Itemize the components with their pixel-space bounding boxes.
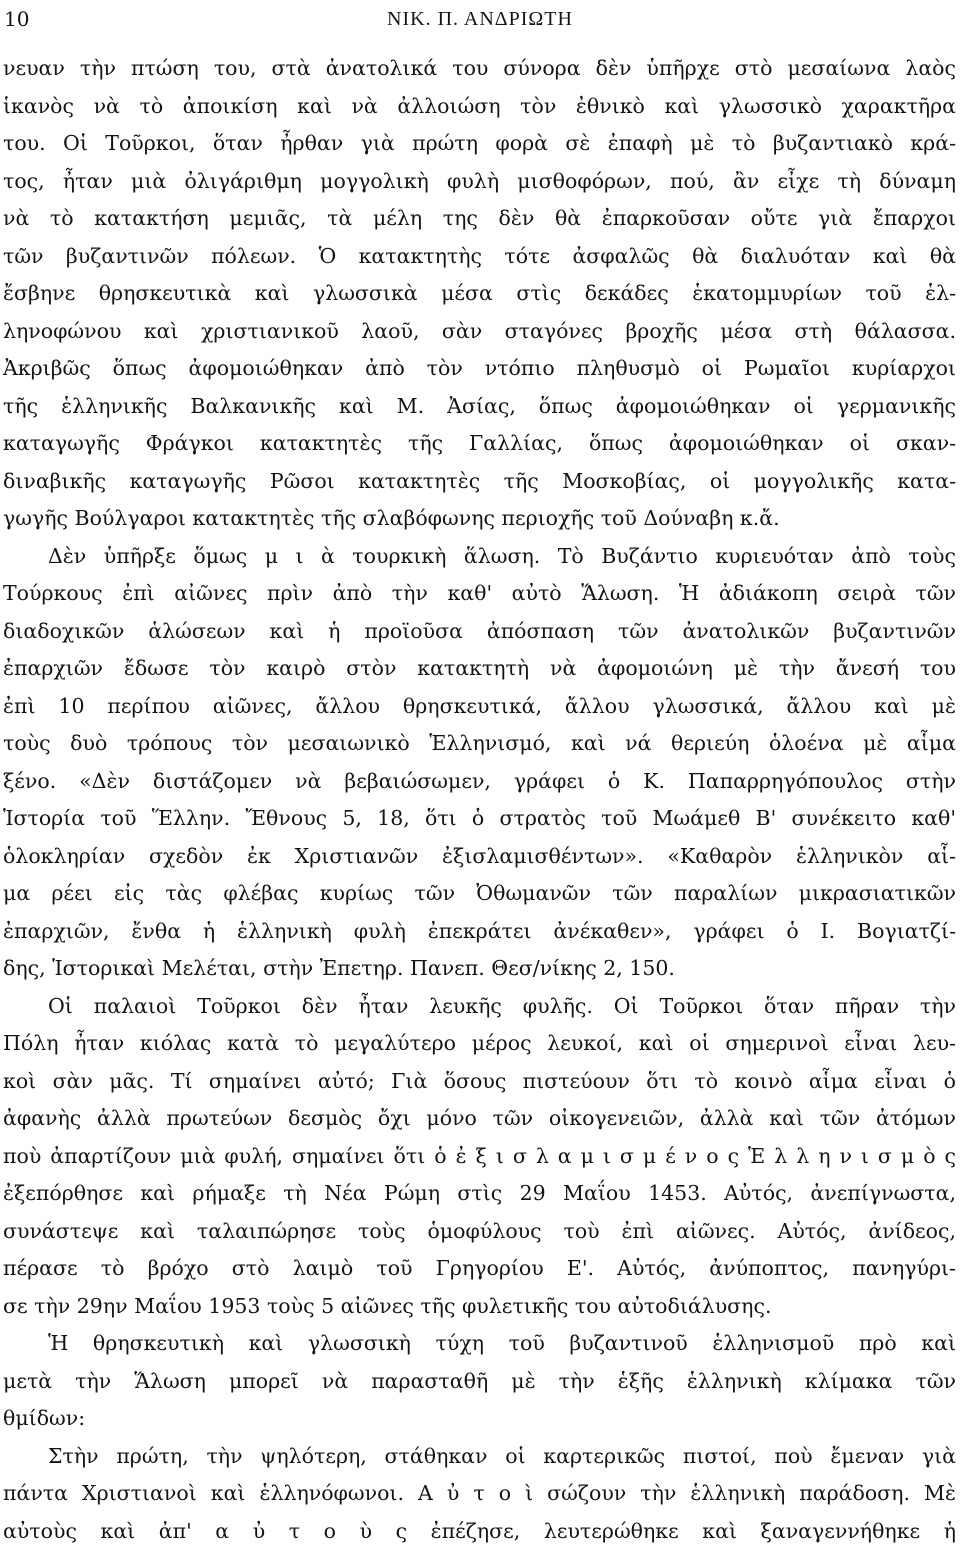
text-line: πέρασε τὸ βρόχο στὸ λαιμὸ τοῦ Γρηγορίου Ε'. Αὐτός, ἀνύποπτος, πανηγύρι- <box>0 1250 960 1288</box>
text-line: συνάστεψε καὶ ταλαιπώρησε τοὺς ὁμοφύλους τοὺ ἐπὶ αἰῶνες. Αὐτός, ἀνίδεος, <box>0 1213 960 1251</box>
text-line: νευαν τὴν πτώση του, στὰ ἀνατολικά του σύνορα δὲν ὑπῆρχε στὸ μεσαίωνα λαὸς <box>0 50 960 88</box>
text-line: διναβικῆς καταγωγῆς Ρῶσοι κατακτητὲς τῆς Μοσκοβίας, οἱ μογγολικῆς κατα- <box>0 463 960 501</box>
text-line: ἐξεπόρθησε καὶ ρήμαξε τὴ Νέα Ρώμη στὶς 29 Μαΐου 1453. Αὐτός, ἀνεπίγνωστα, <box>0 1175 960 1213</box>
text-line: Τούρκους ἐπὶ αἰῶνες πρὶν ἀπὸ τὴν καθ' αὐτὸ Ἅλωση. Ἡ ἀδιάκοπη σειρὰ τῶν <box>0 575 960 613</box>
text-line: ἐπαρχιῶν ἔδωσε τὸν καιρὸ στὸν κατακτητὴ νὰ ἀφομοιώνη μὲ τὴν ἄνεσή του <box>0 650 960 688</box>
text-line: μετὰ τὴν Ἅλωση μπορεῖ νὰ παρασταθῆ μὲ τὴν ἑξῆς ἑλληνικὴ κλίμακα τῶν <box>0 1363 960 1401</box>
text-line: νὰ τὸ κατακτήση μεμιᾶς, τὰ μέλη της δὲν θὰ ἐπαρκοῦσαν οὔτε γιὰ ἔπαρχοι <box>0 200 960 238</box>
text-line: ἱκανὸς νὰ τὸ ἀποικίση καὶ νὰ ἀλλοιώση τὸν ἐθνικὸ καὶ γλωσσικὸ χαρακτῆρα <box>0 88 960 126</box>
text-line: ἐπαρχιῶν, ἔνθα ἡ ἑλληνικὴ φυλὴ ἐπεκράτει ἀνέκαθεν», γράφει ὁ Ι. Βογιατζί- <box>0 913 960 951</box>
running-head <box>0 4 960 34</box>
text-line: του. Οἱ Τοῦρκοι, ὅταν ἦρθαν γιὰ πρώτη φορὰ σὲ ἐπαφὴ μὲ τὸ βυζαντιακὸ κρά- <box>0 125 960 163</box>
text-line: ξένο. «Δὲν διστάζομεν νὰ βεβαιώσωμεν, γράφει ὁ Κ. Παπαρρηγόπουλος στὴν <box>0 763 960 801</box>
text-line: τῶν βυζαντινῶν πόλεων. Ὁ κατακτητὴς τότε ἀσφαλῶς θὰ διαλυόταν καὶ θὰ <box>0 238 960 276</box>
text-line: ἀφανὴς ἀλλὰ πρωτεύων δεσμὸς ὄχι μόνο τῶν οἰκογενειῶν, ἀλλὰ καὶ τῶν ἀτόμων <box>0 1100 960 1138</box>
text-line: τοὺς δυὸ τρόπους τὸν μεσαιωνικὸ Ἑλληνισμό, καὶ νά θεριεύη ὁλοένα μὲ αἷμα <box>0 725 960 763</box>
text-line: αὐτοὺς καὶ ἀπ' α ὐ τ ο ὺ ς ἐπέζησε, λευτερώθηκε καὶ ξαναγεννήθηκε ἡ <box>0 1513 960 1550</box>
text-line: διαδοχικῶν ἁλώσεων καὶ ἡ προϊοῦσα ἀπόσπαση τῶν ἀνατολικῶν βυζαντινῶν <box>0 613 960 651</box>
text-line: Δὲν ὑπῆρξε ὅμως μ ι ὰ τουρκικὴ ἅλωση. Τὸ Βυζάντιο κυριευόταν ἀπὸ τοὺς <box>0 538 960 576</box>
text-line: ποὺ ἀπαρτίζουν μιὰ φυλή, σημαίνει ὅτι ὁ ἐ ξ ι σ λ α μ ι σ μ έ ν ο ς Ἑ λ λ η ν ι σ μ ὸ ς <box>0 1138 960 1176</box>
text-line: τῆς ἑλληνικῆς Βαλκανικῆς καὶ Μ. Ἀσίας, ὅπως ἀφομοιώθηκαν οἱ γερμανικῆς <box>0 388 960 426</box>
text-line: κοὶ σὰν μᾶς. Τί σημαίνει αὐτό; Γιὰ ὅσους πιστεύουν ὅτι τὸ κοινὸ αἷμα εἶναι ὁ <box>0 1063 960 1101</box>
body-text <box>0 50 960 1550</box>
text-line: Οἱ παλαιοὶ Τοῦρκοι δὲν ἦταν λευκῆς φυλῆς. Οἱ Τοῦρκοι ὅταν πῆραν τὴν <box>0 988 960 1026</box>
text-line: ὁλοκληρίαν σχεδὸν ἐκ Χριστιανῶν ἐξισλαμισθέντων». «Καθαρὸν ἑλληνικὸν αἷ- <box>0 838 960 876</box>
text-line: Ἡ θρησκευτικὴ καὶ γλωσσικὴ τύχη τοῦ βυζαντινοῦ ἑλληνισμοῦ πρὸ καὶ <box>0 1325 960 1363</box>
text-line: σε τὴν 29ην Μαΐου 1953 τοὺς 5 αἰῶνες τῆς φυλετικῆς του αὐτοδιάλυσης. <box>0 1288 960 1326</box>
text-line: Ἀκριβῶς ὅπως ἀφομοιώθηκαν ἀπὸ τὸν ντόπιο πληθυσμὸ οἱ Ρωμαῖοι κυρίαρχοι <box>0 350 960 388</box>
text-line: γωγῆς Βούλγαροι κατακτητὲς τῆς σλαβόφωνης περιοχῆς τοῦ Δούναβη κ.ἄ. <box>0 500 960 538</box>
text-line: δης, Ἱστορικαὶ Μελέται, στὴν Ἐπετηρ. Πανεπ. Θεσ/νίκης 2, 150. <box>0 950 960 988</box>
text-line: τος, ἦταν μιὰ ὀλιγάριθμη μογγολικὴ φυλὴ μισθοφόρων, πού, ἂν εἶχε τὴ δύναμη <box>0 163 960 201</box>
text-line: καταγωγῆς Φράγκοι κατακτητὲς τῆς Γαλλίας, ὅπως ἀφομοιώθηκαν οἱ σκαν- <box>0 425 960 463</box>
text-line: πάντα Χριστιανοὶ καὶ ἑλληνόφωνοι. Α ὐ τ ο ὶ σώζουν τὴν ἑλληνικὴ παράδοση. Μὲ <box>0 1475 960 1513</box>
text-line: ληνοφώνου καὶ χριστιανικοῦ λαοῦ, σὰν σταγόνες βροχῆς μέσα στὴ θάλασσα. <box>0 313 960 351</box>
text-line: Πόλη ἦταν κιόλας κατὰ τὸ μεγαλύτερο μέρος λευκοί, καὶ οἱ σημερινοὶ εἶναι λευ- <box>0 1025 960 1063</box>
text-line: Στὴν πρώτη, τὴν ψηλότερη, στάθηκαν οἱ καρτερικῶς πιστοί, ποὺ ἔμεναν γιὰ <box>0 1438 960 1476</box>
page-number: 10 <box>4 4 29 34</box>
running-title: ΝΙΚ. Π. ΑΝΔΡΙΩΤΗ <box>0 4 960 34</box>
text-line: ἔσβηνε θρησκευτικὰ καὶ γλωσσικὰ μέσα στὶς δεκάδες ἑκατομμυρίων τοῦ ἑλ- <box>0 275 960 313</box>
text-line: θμίδων: <box>0 1400 960 1438</box>
text-line: ἐπὶ 10 περίπου αἰῶνες, ἄλλου θρησκευτικά, ἄλλου γλωσσικά, ἄλλου καὶ μὲ <box>0 688 960 726</box>
text-line: Ἱστορία τοῦ Ἕλλην. Ἔθνους 5, 18, ὅτι ὁ στρατὸς τοῦ Μωάμεθ Β' συνέκειτο καθ' <box>0 800 960 838</box>
text-line: μα ρέει εἰς τὰς φλέβας κυρίως τῶν Ὀθωμανῶν τῶν παραλίων μικρασιατικῶν <box>0 875 960 913</box>
